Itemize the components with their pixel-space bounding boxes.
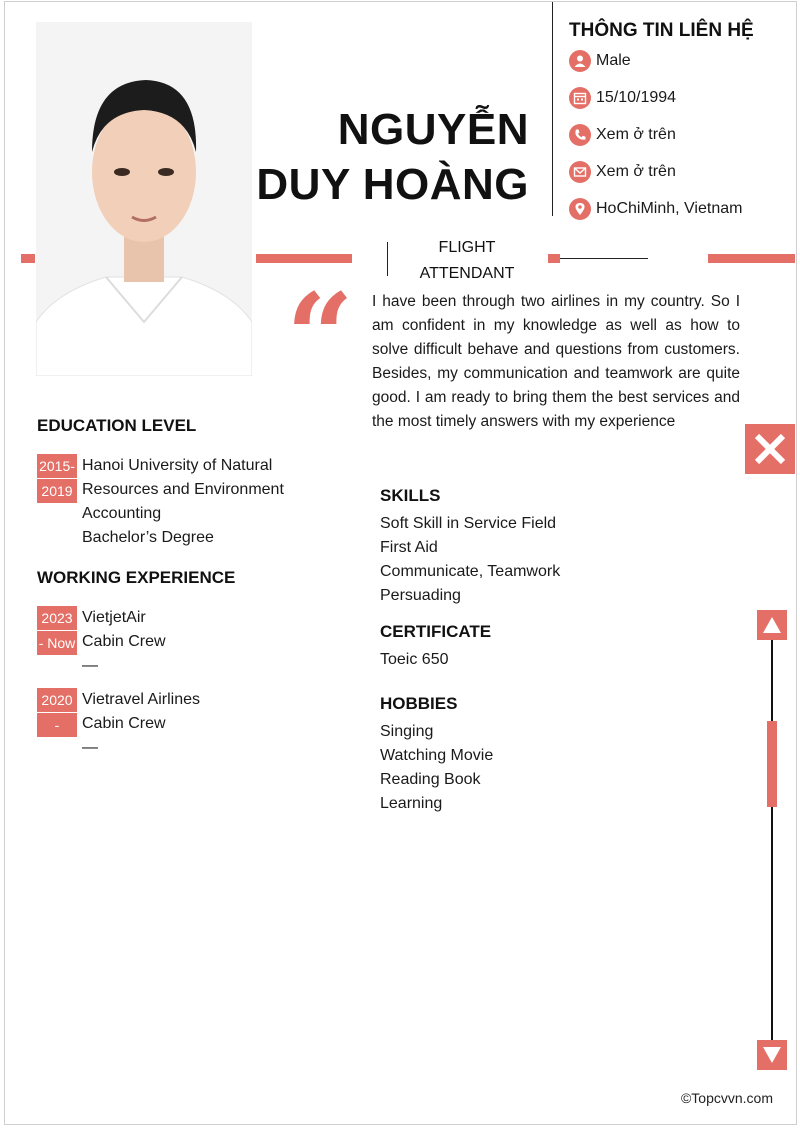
phone-icon (569, 124, 591, 146)
job-title-line-1: FLIGHT (438, 239, 496, 256)
scroll-up-button[interactable] (757, 610, 787, 640)
education-degree: Bachelor’s Degree (82, 529, 214, 546)
name-line-1: NGUYỄN (337, 105, 529, 154)
contact-title: THÔNG TIN LIÊN HỆ (569, 20, 754, 41)
person-icon (569, 50, 591, 72)
experience-date-end: - (54, 717, 60, 733)
experience-date-start: 2020 (37, 688, 77, 713)
accent-bar (708, 254, 795, 263)
list-item: Watching Movie (380, 747, 494, 764)
experience-entry (82, 688, 200, 760)
close-button[interactable] (745, 424, 795, 474)
skills-title: SKILLS (380, 486, 441, 505)
name-line-2: DUY HOÀNG (256, 160, 529, 209)
quote-mark-icon: “ (286, 267, 354, 406)
list-item: Persuading (380, 587, 461, 604)
education-school: Hanoi University of Natural Resources and Environment (82, 457, 284, 498)
email-icon (569, 161, 591, 183)
experience-date-end: - Now (38, 635, 76, 651)
contact-location (569, 197, 742, 221)
experience-entry (82, 606, 166, 678)
scrollbar-thumb[interactable] (767, 721, 777, 807)
certificate-list (380, 648, 449, 672)
list-item: Toeic 650 (380, 651, 449, 668)
experience-date-badge (37, 606, 77, 655)
education-date-start: 2015- (37, 454, 77, 479)
experience-date-start: 2023 (37, 606, 77, 631)
experience-note: — (82, 739, 98, 756)
education-major: Accounting (82, 505, 162, 522)
hobbies-list (380, 720, 493, 816)
list-item: First Aid (380, 539, 438, 556)
list-item: Learning (380, 795, 443, 812)
experience-role: Cabin Crew (82, 715, 166, 732)
experience-note: — (82, 657, 98, 674)
list-item: Communicate, Teamwork (380, 563, 561, 580)
location-pin-icon (569, 198, 591, 220)
contact-phone (569, 123, 676, 147)
list-item: Soft Skill in Service Field (380, 515, 557, 532)
divider-line (560, 258, 648, 259)
candidate-name (256, 102, 529, 212)
triangle-down-icon (762, 1046, 782, 1064)
education-date-end: 2019 (41, 483, 73, 499)
contact-location-value: HoChiMinh, Vietnam (596, 200, 743, 217)
certificate-title: CERTIFICATE (380, 622, 492, 641)
list-item: Reading Book (380, 771, 481, 788)
contact-birthdate (569, 86, 676, 110)
profile-photo (36, 22, 252, 376)
accent-bar (256, 254, 352, 263)
triangle-up-icon (762, 616, 782, 634)
hobbies-title: HOBBIES (380, 694, 458, 713)
accent-bar (548, 254, 560, 263)
experience-company: VietjetAir (82, 609, 146, 626)
copyright-text: ©Topcvvn.com (680, 1090, 773, 1106)
experience-date-badge (37, 688, 77, 737)
scroll-down-button[interactable] (757, 1040, 787, 1070)
job-title (388, 235, 546, 287)
contact-gender-value: Male (596, 52, 631, 69)
experience-title: WORKING EXPERIENCE (37, 568, 236, 587)
contact-birthdate-value: 15/10/1994 (596, 89, 677, 106)
contact-email-value: Xem ở trên (596, 163, 676, 180)
list-item: Singing (380, 723, 434, 740)
education-entry (82, 454, 307, 550)
header-divider (552, 2, 553, 216)
education-title: EDUCATION LEVEL (37, 416, 197, 435)
contact-gender (569, 49, 631, 73)
about-text: I have been through two airlines in my country. So I am confident in my knowledge as well as how to solve difficult behave and questions from customers. Besides, my communication and teamwork are quite good. I am ready to bring them the best services and the most timely answers with my experience (372, 293, 740, 430)
contact-phone-value: Xem ở trên (596, 126, 676, 143)
experience-company: Vietravel Airlines (82, 691, 200, 708)
skills-list (380, 512, 560, 608)
experience-role: Cabin Crew (82, 633, 166, 650)
contact-email (569, 160, 676, 184)
calendar-icon (569, 87, 591, 109)
job-title-line-2: ATTENDANT (419, 265, 515, 282)
accent-bar (21, 254, 35, 263)
close-icon (753, 432, 787, 466)
scrollbar-track[interactable] (771, 640, 773, 1040)
education-date-badge (37, 454, 77, 503)
